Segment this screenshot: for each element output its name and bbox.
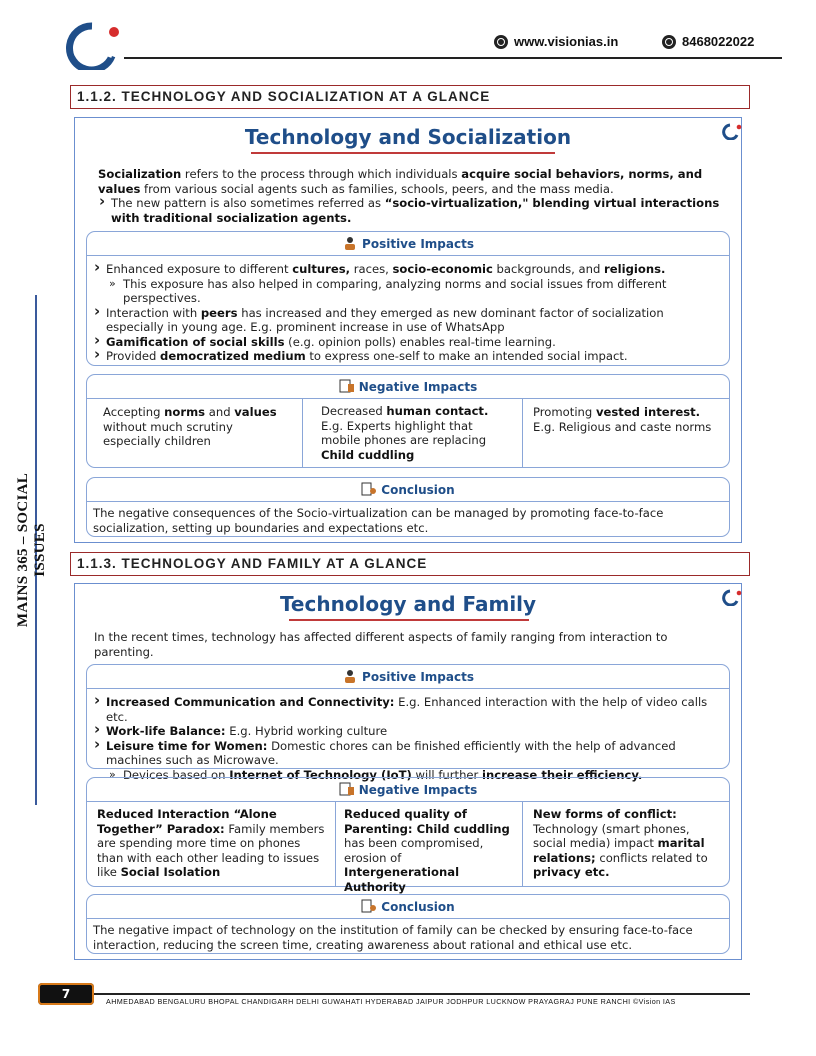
negative-column-3: New forms of conflict: Technology (smart phones, social media) impact marital relations; conflicts related to privacy etc. bbox=[522, 802, 729, 886]
section-heading-1: 1.1.2. TECHNOLOGY AND SOCIALIZATION AT A GLANCE bbox=[70, 85, 750, 109]
phone-icon bbox=[662, 35, 676, 49]
intro-point: › The new pattern is also sometimes referred as “socio-virtualization," blending virtual interactions with traditional socialization agents. bbox=[98, 196, 728, 225]
people-icon bbox=[342, 236, 358, 250]
globe-icon bbox=[494, 35, 508, 49]
positive-impacts-box bbox=[86, 664, 730, 782]
vision-mini-logo-icon bbox=[719, 122, 743, 140]
document-chart-icon bbox=[339, 782, 355, 796]
section-heading-2: 1.1.3. TECHNOLOGY AND FAMILY AT A GLANCE bbox=[70, 552, 750, 576]
negative-column-3: Promoting vested interest. E.g. Religious and caste norms bbox=[522, 399, 727, 467]
conclusion-text: The negative impact of technology on the institution of family can be checked by ensuring face-to-face interaction, reducing the screen time, creating awareness about rational and ethical use etc. bbox=[93, 923, 693, 952]
positive-impacts-header: Positive Impacts bbox=[87, 232, 729, 256]
list-item: › Provided democratized medium to express one-self to make an intended social impact. bbox=[93, 349, 723, 364]
negative-impacts-header: Negative Impacts bbox=[87, 778, 729, 802]
negative-column-1: Reduced Interaction “Alone Together” Paradox: Family members are spending more time on phones than with each other leading to issues like Social Isolation bbox=[97, 807, 325, 879]
header-rule bbox=[124, 57, 782, 59]
people-icon bbox=[342, 669, 358, 683]
conclusion-header: Conclusion bbox=[87, 895, 729, 919]
document-chart-icon bbox=[339, 379, 355, 393]
panel-title: Technology and Family bbox=[279, 592, 537, 616]
side-label: MAINS 365 – SOCIAL ISSUES bbox=[15, 472, 48, 628]
conclusion-box bbox=[86, 477, 730, 537]
panel-technology-family bbox=[74, 583, 742, 960]
list-item: › Gamification of social skills (e.g. opinion polls) enables real-time learning. bbox=[93, 335, 723, 350]
footer-rule bbox=[94, 993, 750, 995]
list-item: › Enhanced exposure to different cultures, races, socio-economic backgrounds, and religions. bbox=[93, 262, 723, 277]
positive-list bbox=[93, 695, 727, 782]
negative-column-2: Reduced quality of Parenting: Child cuddling has been compromised, erosion of Intergenerational Authority bbox=[335, 802, 522, 886]
phone-number bbox=[662, 34, 754, 49]
list-item: › Increased Communication and Connectivity: E.g. Enhanced interaction with the help of video calls etc. bbox=[93, 695, 727, 724]
gear-document-icon bbox=[361, 899, 377, 913]
negative-column-2: Decreased human contact. E.g. Experts highlight that mobile phones are replacing Child cuddling bbox=[302, 399, 522, 467]
intro-paragraph: Socialization refers to the process through which individuals acquire social behaviors, norms, and values from various social agents such as families, schools, peers, and the mass media. bbox=[98, 167, 703, 196]
list-item: › Work-life Balance: E.g. Hybrid working culture bbox=[93, 724, 727, 739]
positive-impacts-header: Positive Impacts bbox=[87, 665, 729, 689]
list-item: › Leisure time for Women: Domestic chores can be finished efficiently with the help of advanced machines such as Microwave. bbox=[93, 739, 727, 768]
negative-impacts-box bbox=[86, 777, 730, 894]
negative-impacts-box bbox=[86, 374, 730, 468]
list-item: › Interaction with peers has increased and they emerged as new dominant factor of socialization especially in young age. E.g. prominent increase in use of WhatsApp bbox=[93, 306, 723, 335]
negative-column-1: Accepting norms and values without much scrutiny especially children bbox=[103, 405, 277, 448]
website-link[interactable] bbox=[494, 34, 618, 49]
negative-columns bbox=[87, 399, 729, 467]
conclusion-box bbox=[86, 894, 730, 954]
intro-paragraph: In the recent times, technology has affected different aspects of family ranging from interaction to parenting. bbox=[94, 630, 668, 659]
vision-ias-logo bbox=[62, 20, 124, 70]
page-number: 7 bbox=[38, 983, 94, 1005]
vision-mini-logo-icon bbox=[719, 588, 743, 606]
panel-technology-socialization bbox=[74, 117, 742, 543]
panel-title: Technology and Socialization bbox=[244, 125, 572, 149]
title-underline bbox=[251, 152, 555, 154]
negative-impacts-header: Negative Impacts bbox=[87, 375, 729, 399]
title-underline bbox=[289, 619, 529, 621]
conclusion-text: The negative consequences of the Socio-virtualization can be managed by promoting face-to-face socialization, setting up boundaries and expectations etc. bbox=[93, 506, 664, 535]
phone-text: 8468022022 bbox=[682, 34, 755, 49]
website-text: www.visionias.in bbox=[514, 34, 619, 49]
list-subitem: » Devices based on Internet of Technology (IoT) will further increase their efficiency. bbox=[93, 768, 727, 783]
gear-document-icon bbox=[361, 482, 377, 496]
negative-columns bbox=[87, 802, 729, 894]
positive-impacts-box bbox=[86, 231, 730, 366]
positive-list bbox=[93, 262, 723, 364]
footer-cities: AHMEDABAD BENGALURU BHOPAL CHANDIGARH DELHI GUWAHATI HYDERABAD JAIPUR JODHPUR LUCKNOW PRAYAGRAJ PUNE RANCHI ©Vision IAS bbox=[106, 997, 676, 1006]
conclusion-header: Conclusion bbox=[87, 478, 729, 502]
list-subitem: » This exposure has also helped in comparing, analyzing norms and social issues from different perspectives. bbox=[93, 277, 723, 306]
